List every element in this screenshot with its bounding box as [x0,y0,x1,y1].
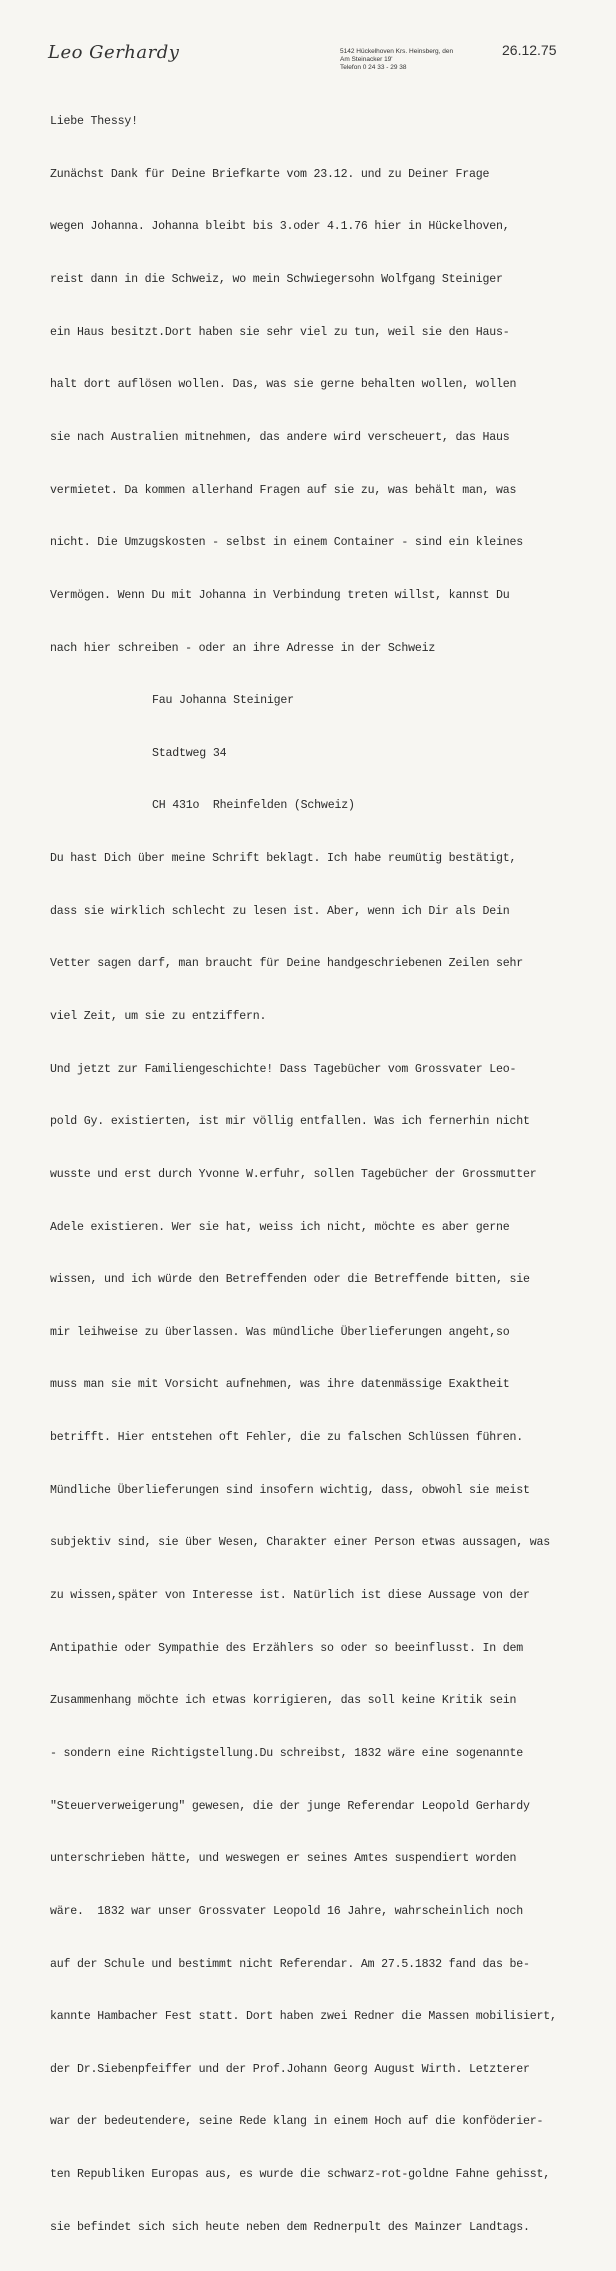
text-line: unterschrieben hätte, und weswegen er seines Amtes suspendiert worden [50,1852,517,1866]
text-line: Antipathie oder Sympathie des Erzählers so oder so beeinflusst. In dem [50,1641,524,1655]
text-line: subjektiv sind, sie über Wesen, Charakter einer Person etwas aussagen, was [50,1536,551,1550]
text-line: wegen Johanna. Johanna bleibt bis 3.oder 4.1.76 hier in Hückelhoven, [50,220,510,234]
letterhead [48,42,588,82]
address-line-2: Am Steinacker 19' [340,56,393,63]
letterhead-name: Leo Gerhardy [48,42,180,63]
recipient-address-line: CH 431o Rheinfelden (Schweiz) [152,799,355,813]
text-line: "Steuerverweigerung" gewesen, die der junge Referendar Leopold Gerhardy [50,1799,530,1813]
text-line: Adele existieren. Wer sie hat, weiss ich nicht, möchte es aber gerne [50,1220,510,1234]
text-line: ein Haus besitzt.Dort haben sie sehr viel zu tun, weil sie den Haus- [50,325,510,339]
text-line: Zusammenhang möchte ich etwas korrigieren, das soll keine Kritik sein [50,1694,517,1708]
text-line: wäre. 1832 war unser Grossvater Leopold 16 Jahre, wahrscheinlich noch [50,1904,524,1918]
text-line: betrifft. Hier entstehen oft Fehler, die zu falschen Schlüssen führen. [50,1431,524,1445]
text-line: dass sie wirklich schlecht zu lesen ist. Aber, wenn ich Dir als Dein [50,904,510,918]
text-line: mir leihweise zu überlassen. Was mündliche Überlieferungen angeht,so [50,1325,510,1339]
text-line: zu wissen,später von Interesse ist. Natürlich ist diese Aussage von der [50,1589,530,1603]
text-line: vermietet. Da kommen allerhand Fragen auf sie zu, was behält man, was [50,483,517,497]
text-line: Vermögen. Wenn Du mit Johanna in Verbindung treten willst, kannst Du [50,588,510,602]
letterhead-address [340,48,453,72]
text-line: halt dort auflösen wollen. Das, was sie gerne behalten wollen, wollen [50,378,517,392]
text-line: reist dann in die Schweiz, wo mein Schwiegersohn Wolfgang Steiniger [50,273,503,287]
address-line-1: 5142 Hückelhoven Krs. Heinsberg, den [340,48,454,55]
letter-body [50,78,590,2271]
text-line: nach hier schreiben - oder an ihre Adresse in der Schweiz [50,641,436,655]
text-line: Zunächst Dank für Deine Briefkarte vom 23.12. und zu Deiner Frage [50,167,490,181]
recipient-address-line: Stadtweg 34 [152,746,227,760]
text-line: kannte Hambacher Fest statt. Dort haben zwei Redner die Massen mobilisiert, [50,2010,557,2024]
text-line: - sondern eine Richtigstellung.Du schreibst, 1832 wäre eine sogenannte [50,1746,524,1760]
text-line: auf der Schule und bestimmt nicht Referendar. Am 27.5.1832 fand das be- [50,1957,530,1971]
text-line: sie befindet sich sich heute neben dem Rednerpult des Mainzer Landtags. [50,2220,530,2234]
text-line: wissen, und ich würde den Betreffenden oder die Betreffende bitten, sie [50,1273,530,1287]
text-line: war der bedeutendere, seine Rede klang in einem Hoch auf die konföderier- [50,2115,544,2129]
text-line: sie nach Australien mitnehmen, das andere wird verscheuert, das Haus [50,430,510,444]
text-line: der Dr.Siebenpfeiffer und der Prof.Johann Georg August Wirth. Letzterer [50,2062,530,2076]
text-line: Und jetzt zur Familiengeschichte! Dass Tagebücher vom Grossvater Leo- [50,1062,517,1076]
text-line: muss man sie mit Vorsicht aufnehmen, was ihre datenmässige Exaktheit [50,1378,510,1392]
text-line: viel Zeit, um sie zu entziffern. [50,1009,267,1023]
text-line: wusste und erst durch Yvonne W.erfuhr, sollen Tagebücher der Grossmutter [50,1167,537,1181]
letter-date: 26.12.75 [502,42,557,58]
salutation: Liebe Thessy! [50,115,138,129]
text-line: ten Republiken Europas aus, es wurde die schwarz-rot-goldne Fahne gehisst, [50,2168,551,2182]
text-line: nicht. Die Umzugskosten - selbst in einem Container - sind ein kleines [50,536,524,550]
text-line: Vetter sagen darf, man braucht für Deine handgeschriebenen Zeilen sehr [50,957,524,971]
phone-number: Telefon 0 24 33 - 29 38 [340,64,407,71]
text-line: pold Gy. existierten, ist mir völlig entfallen. Was ich fernerhin nicht [50,1115,530,1129]
text-line: Du hast Dich über meine Schrift beklagt. Ich habe reumütig bestätigt, [50,852,517,866]
text-line: Mündliche Überlieferungen sind insofern wichtig, dass, obwohl sie meist [50,1483,530,1497]
recipient-address-line: Fau Johanna Steiniger [152,694,294,708]
